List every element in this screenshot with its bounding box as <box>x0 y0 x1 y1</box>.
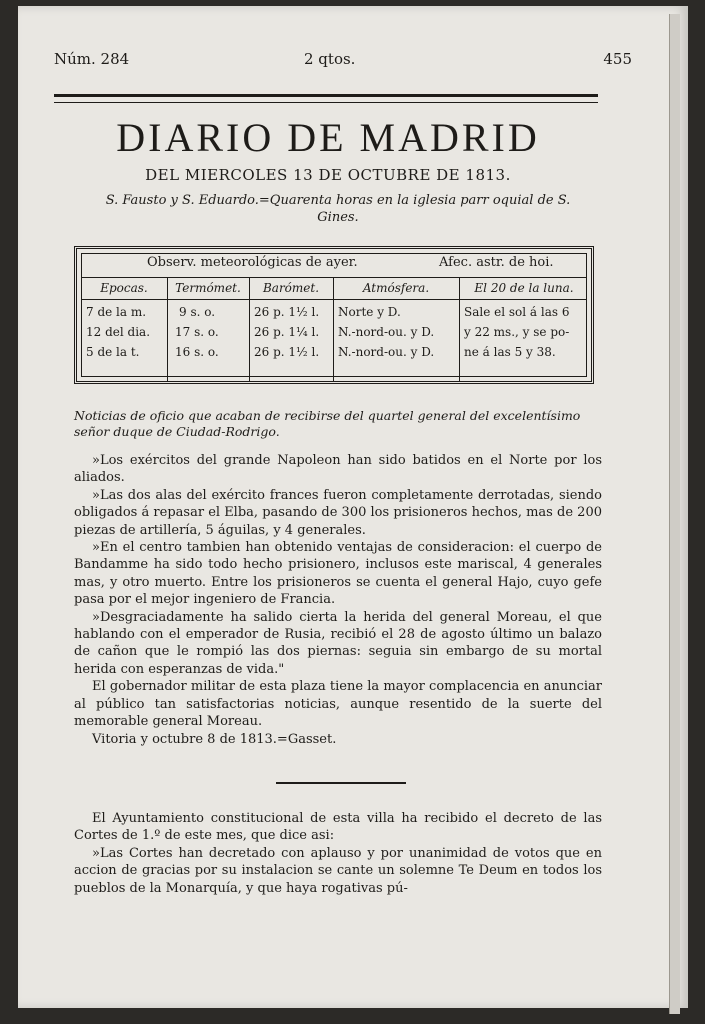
column-rule <box>459 277 460 381</box>
paragraph: »En el centro tambien han obtenido ventajas de consideracion: el cuerpo de Bandamme ha sido todo hecho prisionero, inclusos este mariscal, 4 generales mas, y otro muerto. Entre los prisioneros se cuenta el general Hajo, cuyo gefe pasa por el mejor ingeniero de Francia. <box>74 540 602 608</box>
table-cell: 5 de la t. <box>86 345 140 359</box>
column-header: El 20 de la luna. <box>474 281 574 295</box>
table-cell: y 22 ms., y se po- <box>464 325 570 339</box>
table-cell: Norte y D. <box>338 305 401 319</box>
table-cell: 26 p. 1½ l. <box>254 305 320 319</box>
table-cell: 9 s. o. <box>179 305 216 319</box>
table-cell: Sale el sol á las 6 <box>464 305 570 319</box>
masthead: DIARIO DE MADRID <box>116 115 540 160</box>
header-rule-thin <box>54 102 598 103</box>
column-header: Barómet. <box>262 281 320 295</box>
paragraph: »Las Cortes han decretado con aplauso y por unanimidad de votos que en accion de gracias por su instalacion se cante un solemne Te Deum en todos los pueblos de la Monarquía, y que haya rogativas pú- <box>74 845 602 896</box>
page-edge <box>669 14 680 1014</box>
column-luna <box>461 277 587 381</box>
column-termometro <box>169 277 247 381</box>
table-cell: N.-nord-ou. y D. <box>338 325 435 339</box>
table-cell: 7 de la m. <box>86 305 147 319</box>
table-cell: 16 s. o. <box>175 345 219 359</box>
column-header: Termómet. <box>175 281 241 295</box>
section-divider <box>276 782 406 784</box>
table-title-left: Observ. meteorológicas de ayer. <box>147 255 358 270</box>
issue-number: Núm. 284 <box>54 50 130 68</box>
header-rule <box>54 94 598 97</box>
meteorological-table <box>74 246 594 384</box>
table-cell: ne á las 5 y 38. <box>464 345 556 359</box>
table-cell: 26 p. 1¼ l. <box>254 325 320 339</box>
page-number: 455 <box>603 50 632 68</box>
paragraph: »Los exércitos del grande Napoleon han sido batidos en el Norte por los aliados. <box>74 453 602 486</box>
table-cell: 26 p. 1½ l. <box>254 345 320 359</box>
table-cell: 17 s. o. <box>175 325 219 339</box>
article-body-2 <box>74 810 602 897</box>
price: 2 qtos. <box>304 50 356 68</box>
saints-line: S. Fausto y S. Eduardo.=Quarenta horas en la iglesia parr oquial de S. Gines. <box>105 193 571 225</box>
article-body <box>74 452 602 748</box>
signature: Vitoria y octubre 8 de 1813.=Gasset. <box>92 731 337 747</box>
column-header: Epocas. <box>100 281 148 295</box>
column-rule <box>249 277 250 381</box>
column-rule <box>167 277 168 381</box>
date-line: DEL MIERCOLES 13 DE OCTUBRE DE 1813. <box>145 166 511 184</box>
paragraph: El Ayuntamiento constitucional de esta villa ha recibido el decreto de las Cortes de 1.º de este mes, que dice asi: <box>74 811 602 844</box>
table-cell: 12 del dia. <box>86 325 151 339</box>
column-barometro <box>251 277 331 381</box>
newspaper-page <box>18 6 688 1008</box>
column-atmosfera <box>335 277 457 381</box>
paragraph: El gobernador militar de esta plaza tiene la mayor complacencia en anunciar al público tan satisfactorias noticias, aunque resentido de la suerte del memorable general Moreau. <box>74 679 602 730</box>
column-rule <box>333 277 334 381</box>
column-header: Atmósfera. <box>362 281 430 295</box>
notice-heading: Noticias de oficio que acaban de recibirse del quartel general del excelentísimo señor duque de Ciudad-Rodrigo. <box>74 408 581 439</box>
table-title-right: Afec. astr. de hoi. <box>439 255 554 270</box>
column-epocas <box>83 277 165 381</box>
table-cell: N.-nord-ou. y D. <box>338 345 435 359</box>
paragraph: »Las dos alas del exército frances fueron completamente derrotadas, siendo obligados á repasar el Elba, pasando de 300 los prisioneros hechos, mas de 200 piezas de artillería, 5 águilas, y 4 generales. <box>74 487 602 538</box>
paragraph: »Desgraciadamente ha salido cierta la herida del general Moreau, el que hablando con el emperador de Rusia, recibió el 28 de agosto último un balazo de cañon que le rompió las dos piernas: seguia sin embargo de su mortal herida con esperanzas de vida." <box>74 609 602 677</box>
